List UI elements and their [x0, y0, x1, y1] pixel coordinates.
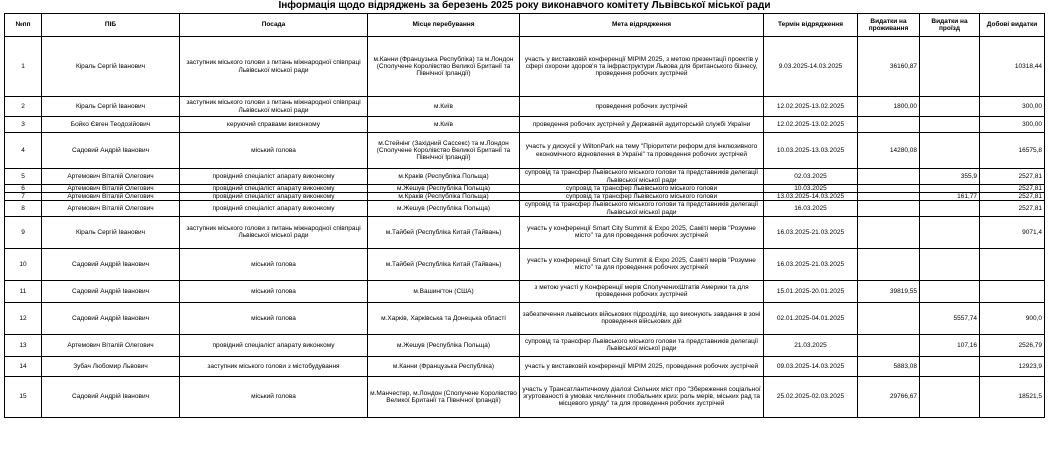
table-body [5, 37, 1045, 418]
cell-place: м.Жешув (Республіка Польща) [368, 334, 520, 356]
cell-place: м.Канни (Французька Республіка) [368, 356, 520, 376]
cell-n: 6 [5, 185, 42, 193]
header-cell: ПІБ [42, 14, 180, 37]
cell-daily: 12923,9 [980, 356, 1045, 376]
cell-period: 16.03.2025-21.03.2025 [764, 248, 858, 280]
cell-name: Кіраль Сергій Іванович [42, 216, 180, 248]
cell-purpose: супровід та трансфер Львівського міського голови та представників делегації Львівської міської ради [520, 169, 764, 185]
cell-purpose: участь у конференції Smart City Summit & Expo 2025, Саміті мерів "Розумне місто" та для проведення робочих зустрічей [520, 216, 764, 248]
cell-daily [980, 248, 1045, 280]
cell-lodging [858, 334, 920, 356]
table-row [5, 334, 1045, 356]
table-row [5, 201, 1045, 216]
cell-lodging: 5883,08 [858, 356, 920, 376]
cell-daily: 16575,8 [980, 133, 1045, 169]
cell-lodging [858, 169, 920, 185]
cell-place: м.Стейнінг (Західний Сассекс) та м.Лондон (Сполучене Королівство Великої Британії та Північної Ірландії) [368, 133, 520, 169]
cell-travel [920, 201, 980, 216]
cell-lodging: 36160,87 [858, 37, 920, 97]
cell-purpose: супровід та трансфер Львівського міського голови [520, 193, 764, 201]
cell-travel [920, 185, 980, 193]
cell-purpose: участь у дискусії у WiltonPark на тему "Пріоритети реформ для інклюзивного економічного відновлення в Україні" та проведення робочих зустрічей [520, 133, 764, 169]
cell-name: Артемович Віталій Олегович [42, 201, 180, 216]
cell-period: 02.03.2025 [764, 169, 858, 185]
cell-position: провідний спеціаліст апарату виконкому [180, 169, 368, 185]
cell-purpose: супровід та трансфер Львівського міського голови та представників делегації Львівської міської ради [520, 334, 764, 356]
cell-name: Бойко Євген Теодозійович [42, 117, 180, 133]
cell-place: м.Канни (Французька Республіка) та м.Лондон (Сполучене Королівство Великої Британії та Північної Ірландії) [368, 37, 520, 97]
cell-name: Садовий Андрій Іванович [42, 376, 180, 417]
cell-daily: 2526,79 [980, 334, 1045, 356]
cell-purpose: участь у виставковій конференції MIPIM 2025, з метою презентації проектів у сфері охорони здоров'я та інфраструктури Львова для британського бізнесу, проведення робочих зустрічей [520, 37, 764, 97]
cell-period: 16.03.2025 [764, 201, 858, 216]
cell-travel [920, 280, 980, 302]
cell-name: Садовий Андрій Іванович [42, 302, 180, 334]
trips-table [4, 13, 1045, 418]
cell-daily [980, 280, 1045, 302]
cell-lodging: 14280,08 [858, 133, 920, 169]
table-row [5, 133, 1045, 169]
cell-position: заступник міського голови з питань міжнародної співпраці Львівської міської ради [180, 216, 368, 248]
cell-period: 13.03.2025-14.03.2025 [764, 193, 858, 201]
cell-travel [920, 248, 980, 280]
cell-position: міський голова [180, 376, 368, 417]
cell-period: 25.02.2025-02.03.2025 [764, 376, 858, 417]
table-row [5, 185, 1045, 193]
cell-purpose: забезпечення львівських військових підрозділів, що виконують завдання в зоні проведення військових дій [520, 302, 764, 334]
cell-position: міський голова [180, 302, 368, 334]
cell-name: Артемович Віталій Олегович [42, 193, 180, 201]
cell-period: 9.03.2025-14.03.2025 [764, 37, 858, 97]
cell-lodging [858, 193, 920, 201]
cell-name: Садовий Андрій Іванович [42, 133, 180, 169]
header-cell: №пп [5, 14, 42, 37]
cell-lodging [858, 201, 920, 216]
cell-position: заступник міського голови з питань міжнародної співпраці Львівської міської ради [180, 97, 368, 117]
cell-daily: 2527,81 [980, 185, 1045, 193]
header-cell: Видатки на проживання [858, 14, 920, 37]
cell-position: заступник міського голови з містобудування [180, 356, 368, 376]
cell-n: 15 [5, 376, 42, 417]
cell-position: провідний спеціаліст апарату виконкому [180, 334, 368, 356]
cell-purpose: супровід та трансфер Львівського міського голови [520, 185, 764, 193]
cell-travel [920, 133, 980, 169]
cell-place: м.Київ [368, 117, 520, 133]
cell-daily: 300,00 [980, 117, 1045, 133]
cell-purpose: супровід та трансфер Львівського міського голови та представників делегації Львівської міської ради [520, 201, 764, 216]
cell-purpose: участь у виставковій конференції MIPIM 2025, проведення робочих зустрічей [520, 356, 764, 376]
cell-travel [920, 356, 980, 376]
cell-position: керуючий справами виконкому [180, 117, 368, 133]
cell-n: 4 [5, 133, 42, 169]
table-row [5, 248, 1045, 280]
cell-period: 10.03.2025-13.03.2025 [764, 133, 858, 169]
cell-daily: 300,00 [980, 97, 1045, 117]
cell-lodging [858, 248, 920, 280]
cell-name: Артемович Віталій Олегович [42, 185, 180, 193]
table-row [5, 169, 1045, 185]
page-title: Інформація щодо відряджень за березень 2025 року виконавчого комітету Львівської міської ради [278, 0, 771, 11]
cell-travel: 161,77 [920, 193, 980, 201]
cell-n: 11 [5, 280, 42, 302]
cell-name: Артемович Віталій Олегович [42, 169, 180, 185]
cell-travel [920, 37, 980, 97]
cell-daily: 10318,44 [980, 37, 1045, 97]
cell-daily: 18521,5 [980, 376, 1045, 417]
cell-travel: 107,16 [920, 334, 980, 356]
header-row [5, 14, 1045, 37]
header-cell: Посада [180, 14, 368, 37]
header-cell: Добові видатки [980, 14, 1045, 37]
table-row [5, 193, 1045, 201]
cell-place: м.Жешув (Республіка Польща) [368, 185, 520, 193]
cell-n: 1 [5, 37, 42, 97]
cell-period: 12.02.2025-13.02.2025 [764, 97, 858, 117]
table-row [5, 97, 1045, 117]
cell-period: 16.03.2025-21.03.2025 [764, 216, 858, 248]
cell-lodging: 1800,00 [858, 97, 920, 117]
table-row [5, 37, 1045, 97]
cell-lodging: 29766,67 [858, 376, 920, 417]
cell-name: Зубач Любомир Львович [42, 356, 180, 376]
cell-period: 21.03.2025 [764, 334, 858, 356]
cell-place: м.Тайбей (Республіка Китай (Тайвань) [368, 248, 520, 280]
cell-place: м.Харків, Харківська та Донецька області [368, 302, 520, 334]
cell-n: 14 [5, 356, 42, 376]
cell-position: провідний спеціаліст апарату виконкому [180, 201, 368, 216]
cell-purpose: участь у Трансатлантичному діалозі Сильних міст про "Збереження соціальної згуртованості в умовах численних глобальних криз: роль мерів, міських рад та місцевого уряду" та для проведення робочих зустрічей [520, 376, 764, 417]
cell-lodging [858, 185, 920, 193]
cell-place: м.Краків (Республіка Польща) [368, 169, 520, 185]
cell-n: 13 [5, 334, 42, 356]
cell-n: 7 [5, 193, 42, 201]
cell-position: провідний спеціаліст апарату виконкому [180, 185, 368, 193]
table-row [5, 302, 1045, 334]
header-cell: Місце перебування [368, 14, 520, 37]
cell-name: Кіраль Сергій Іванович [42, 37, 180, 97]
cell-position: міський голова [180, 280, 368, 302]
header-cell: Видатки на проїзд [920, 14, 980, 37]
cell-name: Садовий Андрій Іванович [42, 248, 180, 280]
cell-daily: 2527,81 [980, 201, 1045, 216]
cell-lodging: 39819,55 [858, 280, 920, 302]
cell-travel: 5557,74 [920, 302, 980, 334]
cell-place: м.Київ [368, 97, 520, 117]
cell-name: Артемович Віталій Олегович [42, 334, 180, 356]
cell-place: м.Тайбей (Республіка Китай (Тайвань) [368, 216, 520, 248]
cell-position: провідний спеціаліст апарату виконкому [180, 193, 368, 201]
cell-n: 12 [5, 302, 42, 334]
cell-position: міський голова [180, 133, 368, 169]
cell-period: 02.01.2025-04.01.2025 [764, 302, 858, 334]
table-row [5, 117, 1045, 133]
table-row [5, 280, 1045, 302]
cell-n: 8 [5, 201, 42, 216]
cell-place: м.Жешув (Республіка Польща) [368, 201, 520, 216]
cell-period: 12.02.2025-13.02.2025 [764, 117, 858, 133]
cell-n: 9 [5, 216, 42, 248]
cell-purpose: проведення робочих зустрічей [520, 97, 764, 117]
cell-travel: 355,9 [920, 169, 980, 185]
cell-n: 2 [5, 97, 42, 117]
cell-lodging [858, 302, 920, 334]
cell-purpose: участь у конференції Smart City Summit & Expo 2025, Саміті мерів "Розумне місто" та для проведення робочих зустрічей [520, 248, 764, 280]
cell-lodging [858, 216, 920, 248]
cell-period: 15.01.2025-20.01.2025 [764, 280, 858, 302]
header-cell: Термін відрядження [764, 14, 858, 37]
cell-lodging [858, 117, 920, 133]
cell-travel [920, 376, 980, 417]
cell-daily: 2527,81 [980, 169, 1045, 185]
cell-period: 10.03.2025 [764, 185, 858, 193]
cell-daily: 9071,4 [980, 216, 1045, 248]
table-row [5, 356, 1045, 376]
cell-n: 5 [5, 169, 42, 185]
cell-n: 3 [5, 117, 42, 133]
cell-name: Садовий Андрій Іванович [42, 280, 180, 302]
cell-purpose: з метою участі у Конференції мерів СполученихШтатів Америки та для проведення робочих зустрічей [520, 280, 764, 302]
cell-position: міський голова [180, 248, 368, 280]
cell-place: м.Вашингтон (США) [368, 280, 520, 302]
cell-n: 10 [5, 248, 42, 280]
cell-travel [920, 117, 980, 133]
cell-place: м.Манчестер, м.Лондон (Сполучене Королівство Великої Британії та Північної Ірландії) [368, 376, 520, 417]
cell-name: Кіраль Сергій Іванович [42, 97, 180, 117]
table-row [5, 376, 1045, 417]
cell-position: заступник міського голови з питань міжнародної співпраці Львівської міської ради [180, 37, 368, 97]
cell-daily: 2527,81 [980, 193, 1045, 201]
cell-purpose: проведення робочих зустрічей у Державній аудиторській службі України [520, 117, 764, 133]
table-row [5, 216, 1045, 248]
cell-place: м.Краків (Республіка Польща) [368, 193, 520, 201]
cell-period: 09.03.2025-14.03.2025 [764, 356, 858, 376]
cell-travel [920, 97, 980, 117]
header-cell: Мета відрядження [520, 14, 764, 37]
cell-travel [920, 216, 980, 248]
cell-daily: 900,0 [980, 302, 1045, 334]
